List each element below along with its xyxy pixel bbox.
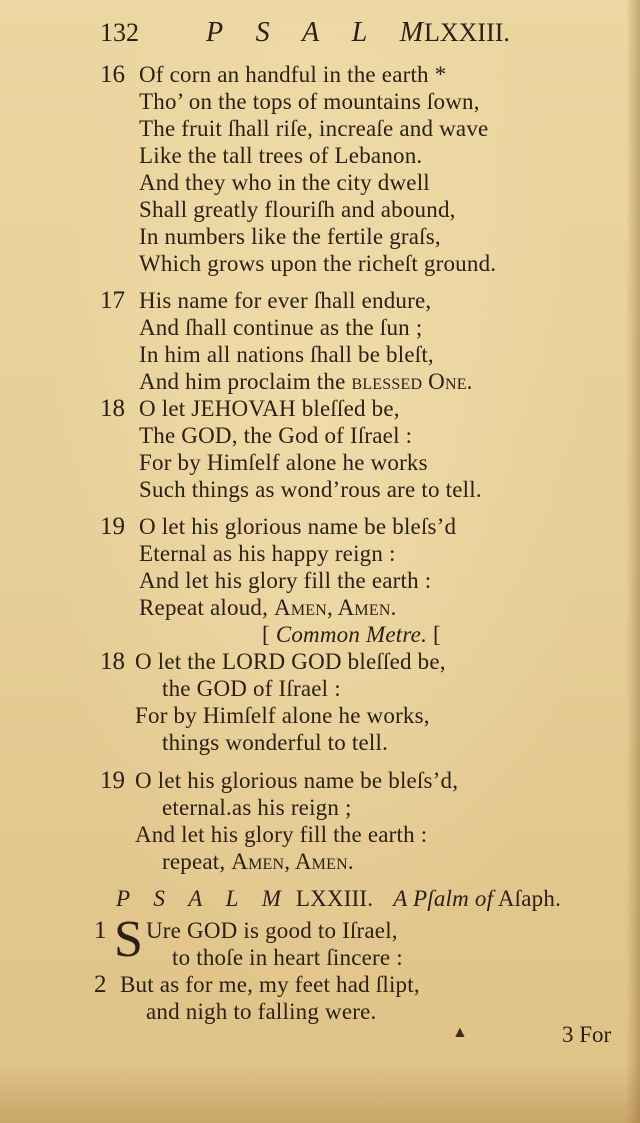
verse-line-text: repeat,	[162, 849, 226, 874]
verse-line: O let his glorious name be bleſs’d	[139, 514, 457, 539]
verse-number: 19	[100, 767, 125, 794]
ink-mark-icon: ▲	[452, 1024, 468, 1041]
catchword: 3 For	[562, 1022, 612, 1047]
verse-line: Ure GOD is good to Iſrael,	[146, 918, 398, 943]
verse-line: Shall greatly flouriſh and abound,	[139, 197, 456, 222]
verse-number: 18	[100, 648, 125, 675]
verse-line-smallcaps: blessed One.	[351, 369, 473, 394]
verse-line: For by Himſelf alone he works,	[135, 703, 430, 728]
page-bottom-shadow	[0, 1063, 640, 1123]
common-metre-label: Common Metre.	[275, 622, 428, 647]
common-metre-heading	[262, 622, 441, 648]
verse-number: 19	[100, 513, 125, 540]
verse-line: to thoſe in heart ſincere :	[172, 945, 403, 970]
verse-line: things wonderful to tell.	[162, 730, 389, 755]
verse-line	[162, 849, 354, 875]
verse-line: Such things as wond’rous are to tell.	[139, 477, 482, 502]
verse-line: eternal.as his reign ;	[162, 795, 352, 820]
verse-number: 2	[94, 971, 107, 998]
psalm-heading-numeral: LXXIII.	[295, 886, 374, 911]
verse-line: His name for ever ſhall endure,	[139, 288, 432, 313]
verse-line: And let his glory fill the earth :	[139, 568, 432, 593]
verse-line: and nigh to falling were.	[146, 999, 377, 1024]
verse-line	[139, 369, 473, 395]
verse-line: O let the LORD GOD bleſſed be,	[135, 649, 446, 674]
verse-line-smallcaps: Amen, Amen.	[274, 595, 397, 620]
verse-line: the GOD of Iſrael :	[162, 676, 341, 701]
verse-number: 1	[94, 917, 107, 944]
psalm-heading	[116, 886, 561, 912]
verse-line-text: Repeat aloud,	[139, 595, 269, 620]
verse-line	[139, 595, 397, 621]
drop-capital: S	[114, 911, 143, 968]
verse-line: The GOD, the God of Iſrael :	[139, 423, 413, 448]
verse-line: And ſhall continue as the ſun ;	[139, 315, 423, 340]
running-title	[206, 18, 436, 48]
verse-number: 16	[100, 61, 125, 88]
verse-line: And let his glory fill the earth :	[135, 822, 428, 847]
verse-line: But as for me, my feet had ſlipt,	[120, 972, 420, 997]
psalm-heading-title: P S A L M	[116, 886, 290, 911]
verse-line-text: And him proclaim the	[139, 369, 346, 394]
verse-number: 18	[100, 395, 125, 422]
page-number: 132	[100, 18, 139, 47]
running-psalm-numeral: LXXIII.	[424, 18, 510, 47]
psalm-heading-subtitle: A Pſalm of	[393, 886, 494, 911]
verse-line: And they who in the city dwell	[139, 170, 430, 195]
page-edge-shadow	[626, 0, 640, 1123]
verse-number: 17	[100, 287, 125, 314]
verse-line: Eternal as his happy reign :	[139, 541, 396, 566]
verse-line: Like the tall trees of Lebanon.	[139, 143, 423, 168]
verse-line: The fruit ſhall riſe, increaſe and wave	[139, 116, 489, 141]
psalm-heading-author: Aſaph.	[497, 886, 562, 911]
verse-line: O let his glorious name be bleſs’d,	[135, 768, 459, 793]
running-title-text: P S A L M	[206, 17, 437, 48]
bracket-right: [	[433, 622, 441, 647]
verse-line: O let JEHOVAH bleſſed be,	[139, 396, 400, 421]
bracket-left: [	[262, 622, 270, 647]
verse-line-smallcaps: Amen, Amen.	[231, 849, 354, 874]
verse-line: In him all nations ſhall be bleſt,	[139, 342, 434, 367]
verse-line: Tho’ on the tops of mountains ſown,	[139, 89, 480, 114]
verse-line: Which grows upon the richeſt ground.	[139, 251, 497, 276]
verse-line: Of corn an handful in the earth *	[139, 62, 447, 87]
verse-line: In numbers like the fertile graſs,	[139, 224, 441, 249]
verse-line: For by Himſelf alone he works	[139, 450, 428, 475]
